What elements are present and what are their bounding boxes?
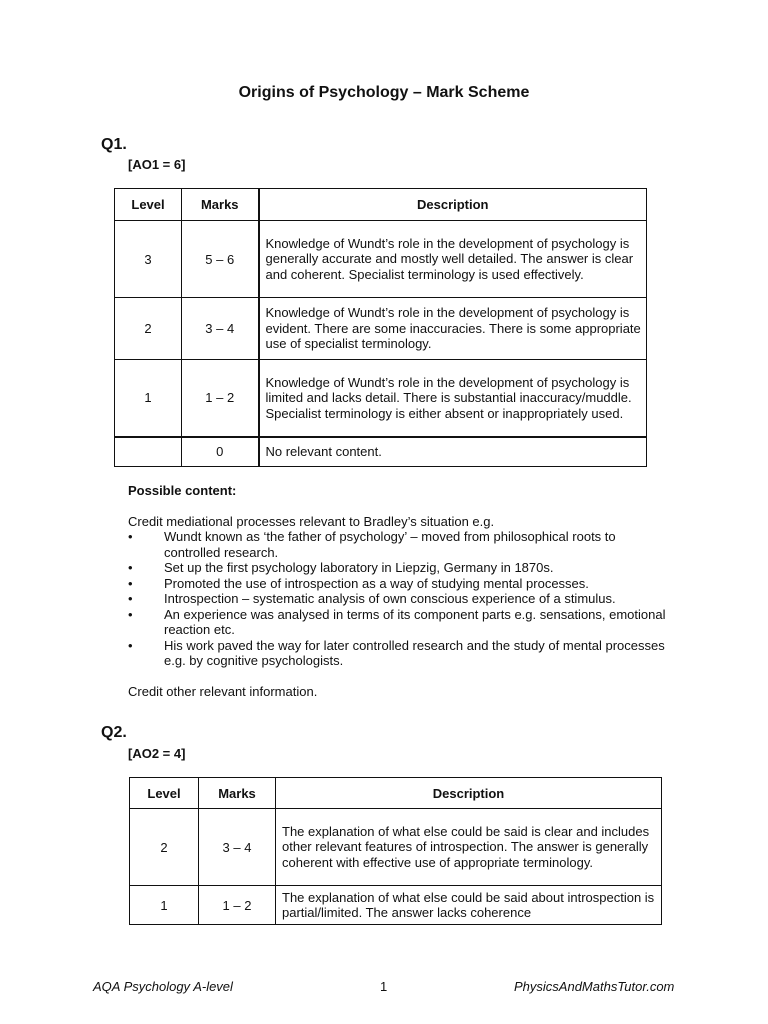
q2-row-description: The explanation of what else could be said is clear and includes other relevant features of introspection. The answer is generally coherent with effective use of appropriate terminology. [276, 809, 662, 886]
list-item-text: Introspection – systematic analysis of own conscious experience of a stimulus. [164, 591, 616, 606]
q1-row-marks: 5 – 6 [182, 221, 259, 298]
q2-header-description: Description [276, 778, 662, 809]
bullet-icon: • [128, 560, 133, 575]
q2-table-header-row [130, 778, 662, 809]
q1-header-marks: Marks [182, 189, 259, 221]
q1-table-header-row [115, 189, 647, 221]
q1-possible-content [128, 483, 668, 699]
bullet-icon: • [128, 591, 133, 606]
credit-other: Credit other relevant information. [128, 683, 318, 699]
list-item [128, 638, 668, 669]
q2-row-level: 2 [130, 809, 199, 886]
q2-header-marks: Marks [199, 778, 276, 809]
q1-row-description: Knowledge of Wundt’s role in the development of psychology is evident. There are some inaccuracies. There is some appropriate use of specialist terminology. [259, 298, 647, 360]
footer-source: AQA Psychology A-level [93, 979, 233, 994]
q1-row-marks: 3 – 4 [182, 298, 259, 360]
q1-row-description: Knowledge of Wundt’s role in the development of psychology is generally accurate and mostly well detailed. The answer is clear and coherent. Specialist terminology is used effectively. [259, 221, 647, 298]
bullet-icon: • [128, 529, 133, 544]
list-item-text: Promoted the use of introspection as a way of studying mental processes. [164, 575, 589, 591]
q1-mark-scheme-table [114, 188, 647, 467]
bullet-icon: • [128, 637, 133, 653]
q2-header-level: Level [130, 778, 199, 809]
possible-content-list [128, 529, 668, 669]
table-row [130, 809, 662, 886]
q2-row-marks: 3 – 4 [199, 809, 276, 886]
q1-header-description: Description [259, 189, 647, 221]
list-item-text: Set up the first psychology laboratory in Liepzig, Germany in 1870s. [164, 560, 554, 575]
bullet-icon: • [128, 606, 133, 622]
q1-row-description: Knowledge of Wundt’s role in the development of psychology is limited and lacks detail. There is substantial inaccuracy/muddle. Specialist terminology is either absent or inappropriately used. [259, 360, 647, 437]
list-item [128, 560, 668, 576]
q1-header-level: Level [115, 189, 182, 221]
q2-row-marks: 1 – 2 [199, 886, 276, 925]
list-item-text: Wundt known as ‘the father of psychology’ – moved from philosophical roots to controlled research. [164, 529, 616, 560]
q1-row-marks: 0 [182, 437, 259, 467]
possible-content-heading: Possible content: [128, 483, 237, 498]
q1-row-level [115, 437, 182, 467]
list-item-text: His work paved the way for later controlled research and the study of mental processes e.g. by cognitive psychologists. [164, 637, 665, 668]
list-item [128, 529, 668, 560]
page-number: 1 [380, 979, 388, 994]
q2-ao-label: [AO2 = 4] [128, 746, 186, 761]
table-row [115, 298, 647, 360]
list-item [128, 576, 668, 592]
q1-row-description: No relevant content. [259, 437, 647, 467]
q2-mark-scheme-table [129, 777, 662, 925]
table-row [130, 886, 662, 925]
table-row [115, 437, 647, 467]
list-item-text: An experience was analysed in terms of its component parts e.g. sensations, emotional reaction etc. [164, 606, 666, 637]
page-title: Origins of Psychology – Mark Scheme [238, 84, 530, 101]
q2-heading: Q2. [101, 724, 127, 741]
bullet-icon: • [128, 575, 133, 591]
q1-row-level: 3 [115, 221, 182, 298]
footer-website: PhysicsAndMathsTutor.com [514, 979, 675, 994]
q1-row-marks: 1 – 2 [182, 360, 259, 437]
q1-row-level: 1 [115, 360, 182, 437]
q2-row-description: The explanation of what else could be said about introspection is partial/limited. The answer lacks coherence [276, 886, 662, 925]
q1-row-level: 2 [115, 298, 182, 360]
list-item [128, 591, 668, 607]
table-row [115, 360, 647, 437]
list-item [128, 607, 668, 638]
q1-heading: Q1. [101, 136, 127, 153]
table-row [115, 221, 647, 298]
q2-row-level: 1 [130, 886, 199, 925]
credit-intro: Credit mediational processes relevant to Bradley’s situation e.g. [128, 513, 495, 529]
q1-ao-label: [AO1 = 6] [128, 157, 186, 172]
